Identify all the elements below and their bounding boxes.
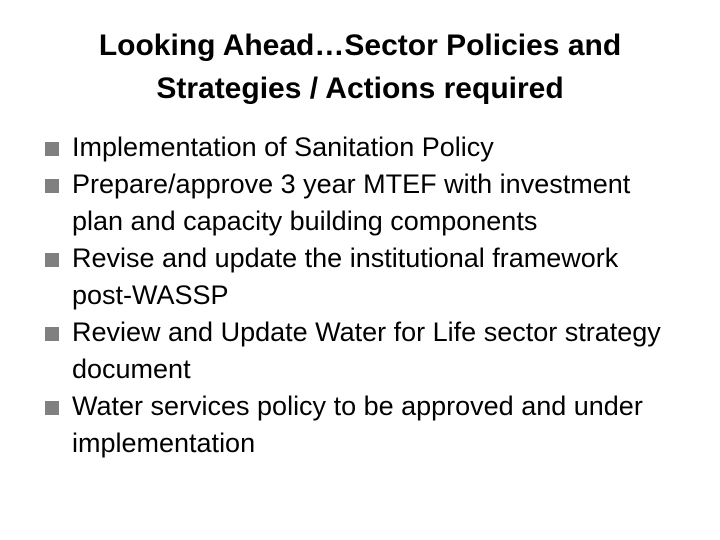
bullet-item — [44, 166, 684, 240]
bullet-list — [44, 129, 684, 462]
bullet-text: Implementation of Sanitation Policy — [72, 132, 494, 162]
bullet-item — [44, 314, 684, 388]
square-bullet-icon — [45, 253, 59, 267]
square-bullet-icon — [45, 179, 59, 193]
bullet-item — [44, 388, 684, 462]
bullet-text: Revise and update the institutional framework post-WASSP — [72, 243, 619, 310]
bullet-text: Water services policy to be approved and under implementation — [72, 391, 643, 458]
bullet-item — [44, 129, 684, 166]
slide-title: Looking Ahead…Sector Policies and Strategies / Actions required — [98, 29, 622, 105]
square-bullet-icon — [45, 142, 59, 156]
square-bullet-icon — [45, 327, 59, 341]
bullet-text: Prepare/approve 3 year MTEF with investment plan and capacity building components — [72, 169, 631, 236]
square-bullet-icon — [45, 401, 59, 415]
bullet-item — [44, 240, 684, 314]
bullet-text: Review and Update Water for Life sector strategy document — [72, 317, 661, 384]
